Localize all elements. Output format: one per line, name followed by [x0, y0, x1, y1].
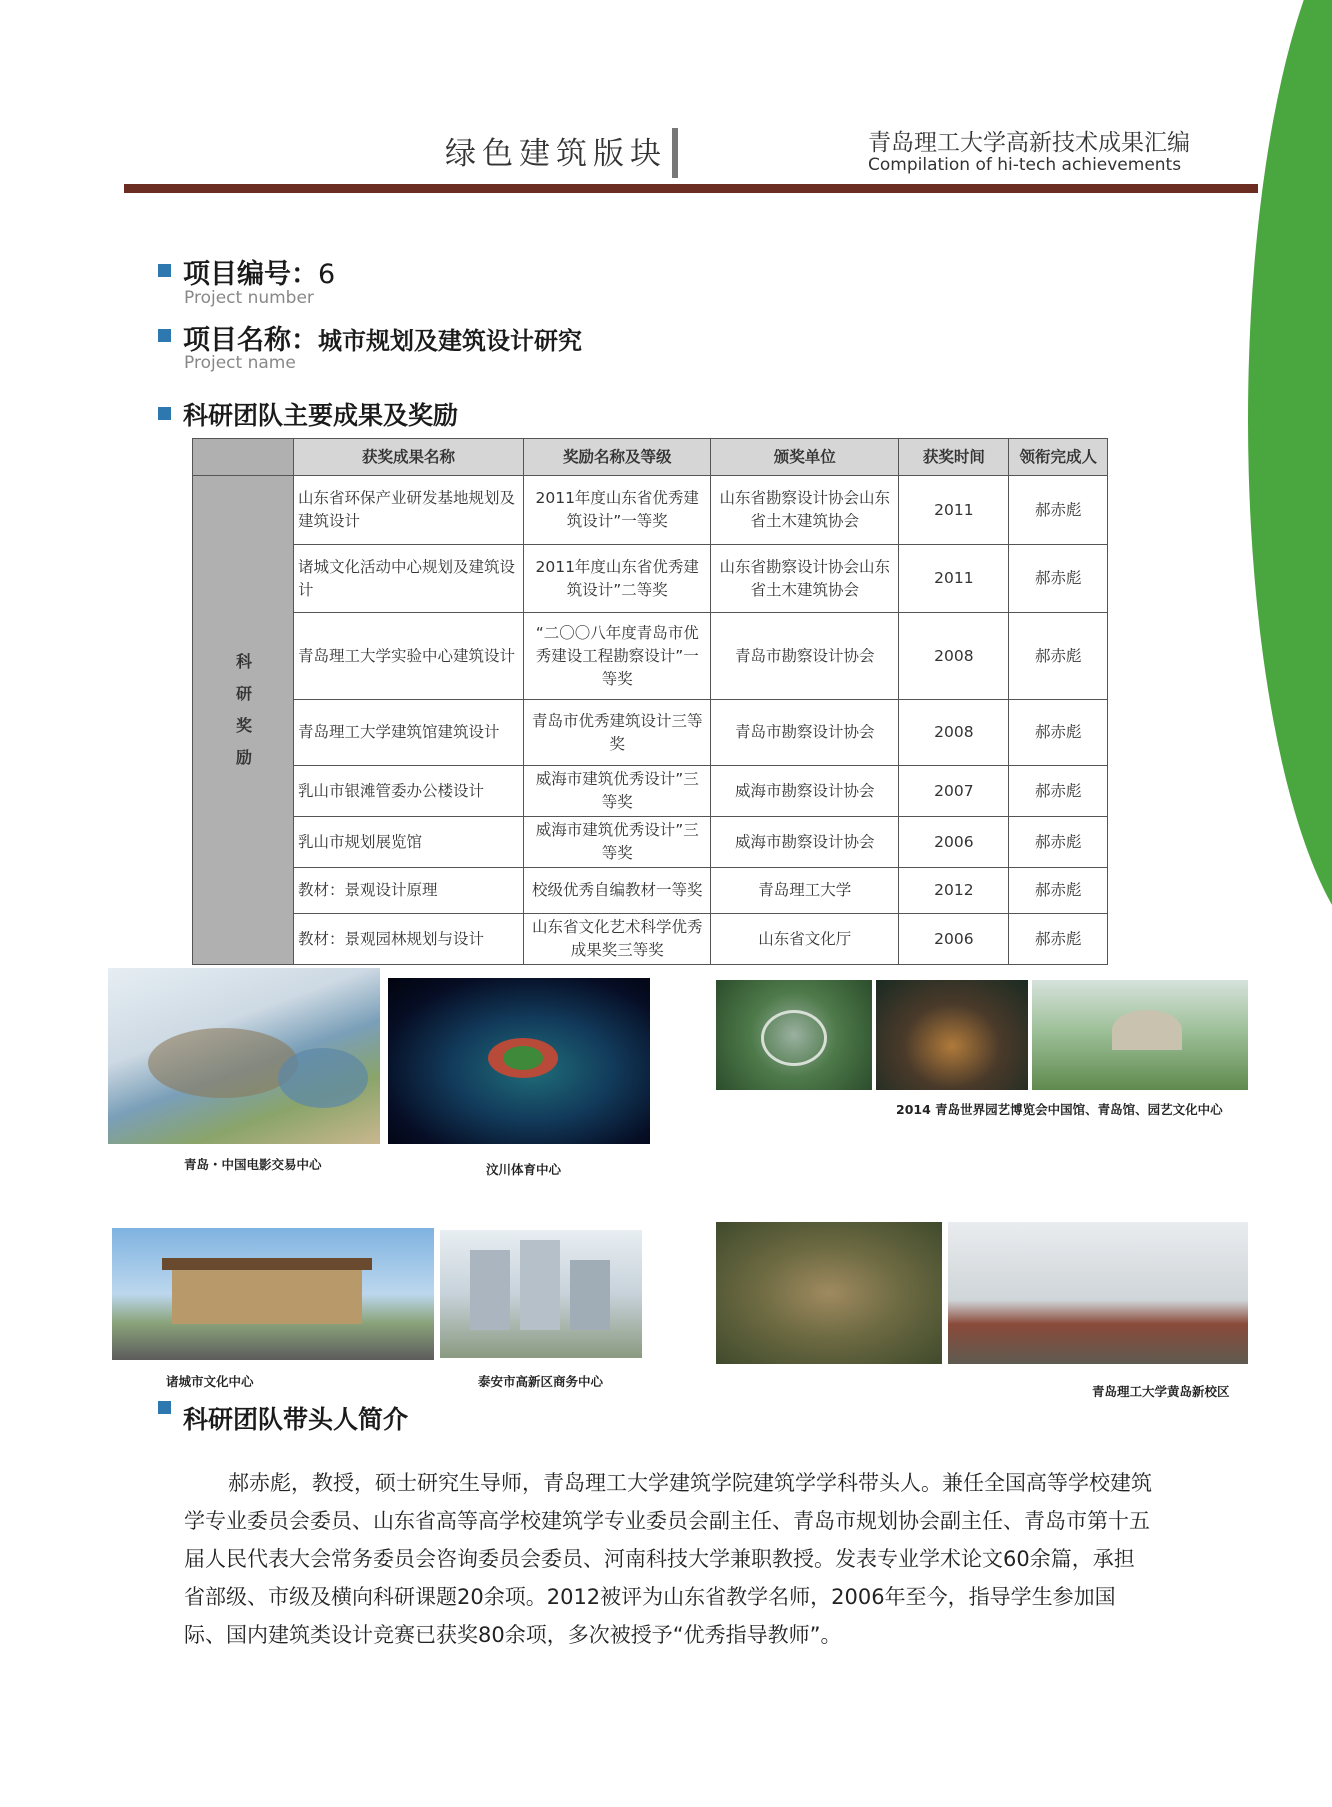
leader-bio: 郝赤彪，教授，硕士研究生导师，青岛理工大学建筑学院建筑学学科带头人。兼任全国高等学校建筑学专业委员会委员、山东省高等高学校建筑学专业委员会副主任、青岛市规划协会副主任、青岛市第十五届人民代表大会常务委员会咨询委员会委员、河南科技大学兼职教授。发表专业学术论文60余篇，承担省部级、市级及横向科研课题20余项。2012被评为山东省教学名师，2006年至今，指导学生参加国际、国内建筑类设计竞赛已获奖80余项，多次被授予“优秀指导教师”。 [184, 1471, 1152, 1647]
project-number-value: 6 [318, 259, 336, 290]
cell-year: 2006 [899, 914, 1009, 965]
huangdao-campus-street-rendering [948, 1222, 1248, 1364]
project-number [183, 252, 335, 291]
cell-achievement: 诸城文化活动中心规划及建筑设计 [294, 545, 524, 613]
cell-year: 2008 [899, 613, 1009, 700]
project-number-en: Project number [184, 288, 314, 308]
caption: 汶川体育中心 [486, 1162, 562, 1177]
cell-award: 威海市建筑优秀设计”三等奖 [524, 766, 711, 817]
expo-china-pavilion-rendering [716, 980, 872, 1090]
table-row [193, 545, 1108, 613]
table-row [193, 476, 1108, 545]
cell-achievement: 教材：景观设计原理 [294, 868, 524, 914]
cell-achievement: 教材：景观园林规划与设计 [294, 914, 524, 965]
cell-achievement: 青岛理工大学实验中心建筑设计 [294, 613, 524, 700]
column-header: 颁奖单位 [711, 439, 899, 476]
green-leaf-decoration [1248, 0, 1332, 960]
cell-award: 2011年度山东省优秀建筑设计”一等奖 [524, 476, 711, 545]
leader-section-title: 科研团队带头人简介 [183, 1405, 409, 1434]
cell-leader: 郝赤彪 [1009, 476, 1108, 545]
cell-issuer: 威海市勘察设计协会 [711, 766, 899, 817]
side-label-cell [193, 476, 294, 965]
cell-year: 2006 [899, 817, 1009, 868]
column-header: 获奖成果名称 [294, 439, 524, 476]
table-row [193, 700, 1108, 766]
cell-award: 威海市建筑优秀设计”三等奖 [524, 817, 711, 868]
cell-year: 2011 [899, 545, 1009, 613]
zhucheng-culture-center-rendering [112, 1228, 434, 1360]
table-row [193, 817, 1108, 868]
cell-issuer: 山东省勘察设计协会山东省土木建筑协会 [711, 545, 899, 613]
cell-issuer: 威海市勘察设计协会 [711, 817, 899, 868]
project-name-label: 项目名称： [183, 325, 318, 356]
expo-culture-center-rendering [1032, 980, 1248, 1090]
cell-leader: 郝赤彪 [1009, 766, 1108, 817]
table-row [193, 766, 1108, 817]
table-header-blank [193, 439, 294, 476]
cell-leader: 郝赤彪 [1009, 613, 1108, 700]
table-header-row [193, 439, 1108, 476]
project-name-value: 城市规划及建筑设计研究 [318, 327, 582, 355]
cell-year: 2012 [899, 868, 1009, 914]
bullet-square [158, 264, 171, 277]
table-row [193, 613, 1108, 700]
cell-issuer: 青岛理工大学 [711, 868, 899, 914]
cell-leader: 郝赤彪 [1009, 817, 1108, 868]
project-name-en: Project name [184, 353, 296, 373]
cell-award: 山东省文化艺术科学优秀成果奖三等奖 [524, 914, 711, 965]
caption: 青岛理工大学黄岛新校区 [1092, 1384, 1230, 1399]
cell-issuer: 青岛市勘察设计协会 [711, 700, 899, 766]
cell-leader: 郝赤彪 [1009, 914, 1108, 965]
cell-leader: 郝赤彪 [1009, 868, 1108, 914]
table-row [193, 868, 1108, 914]
cell-year: 2008 [899, 700, 1009, 766]
cell-year: 2011 [899, 476, 1009, 545]
cell-issuer: 山东省文化厅 [711, 914, 899, 965]
cell-achievement: 青岛理工大学建筑馆建筑设计 [294, 700, 524, 766]
caption: 2014 青岛世界园艺博览会中国馆、青岛馆、园艺文化中心 [896, 1102, 1223, 1117]
publication-title-cn: 青岛理工大学高新技术成果汇编 [868, 130, 1190, 156]
film-center-rendering [108, 968, 380, 1144]
bullet-square [158, 1401, 171, 1414]
cell-leader: 郝赤彪 [1009, 700, 1108, 766]
cell-award: 2011年度山东省优秀建筑设计”二等奖 [524, 545, 711, 613]
bullet-square [158, 329, 171, 342]
caption: 泰安市高新区商务中心 [478, 1374, 604, 1389]
bullet-square [158, 407, 171, 420]
cell-award: 青岛市优秀建筑设计三等奖 [524, 700, 711, 766]
project-number-label: 项目编号： [183, 259, 318, 290]
wenchuan-stadium-rendering [388, 978, 650, 1144]
huangdao-campus-aerial-rendering [716, 1222, 942, 1364]
section-header-title: 绿色建筑版块 [445, 136, 667, 172]
column-header: 奖励名称及等级 [524, 439, 711, 476]
awards-section-title: 科研团队主要成果及奖励 [183, 401, 459, 430]
column-header: 领衔完成人 [1009, 439, 1108, 476]
cell-award: “二〇〇八年度青岛市优秀建设工程勘察设计”一等奖 [524, 613, 711, 700]
table-row [193, 914, 1108, 965]
caption: 诸城市文化中心 [166, 1374, 254, 1389]
publication-title-en: Compilation of hi-tech achievements [868, 155, 1182, 175]
project-name [183, 318, 582, 357]
side-label: 科研奖励 [233, 652, 253, 781]
cell-leader: 郝赤彪 [1009, 545, 1108, 613]
cell-issuer: 山东省勘察设计协会山东省土木建筑协会 [711, 476, 899, 545]
expo-qingdao-pavilion-rendering [876, 980, 1028, 1090]
column-header: 获奖时间 [899, 439, 1009, 476]
taian-business-center-rendering [440, 1230, 642, 1358]
awards-table [192, 438, 1108, 965]
cell-award: 校级优秀自编教材一等奖 [524, 868, 711, 914]
cell-issuer: 青岛市勘察设计协会 [711, 613, 899, 700]
caption: 青岛・中国电影交易中心 [184, 1157, 322, 1172]
header-rule [124, 184, 1258, 193]
cell-year: 2007 [899, 766, 1009, 817]
cell-achievement: 山东省环保产业研发基地规划及建筑设计 [294, 476, 524, 545]
header-divider [672, 128, 678, 178]
cell-achievement: 乳山市规划展览馆 [294, 817, 524, 868]
cell-achievement: 乳山市银滩管委办公楼设计 [294, 766, 524, 817]
